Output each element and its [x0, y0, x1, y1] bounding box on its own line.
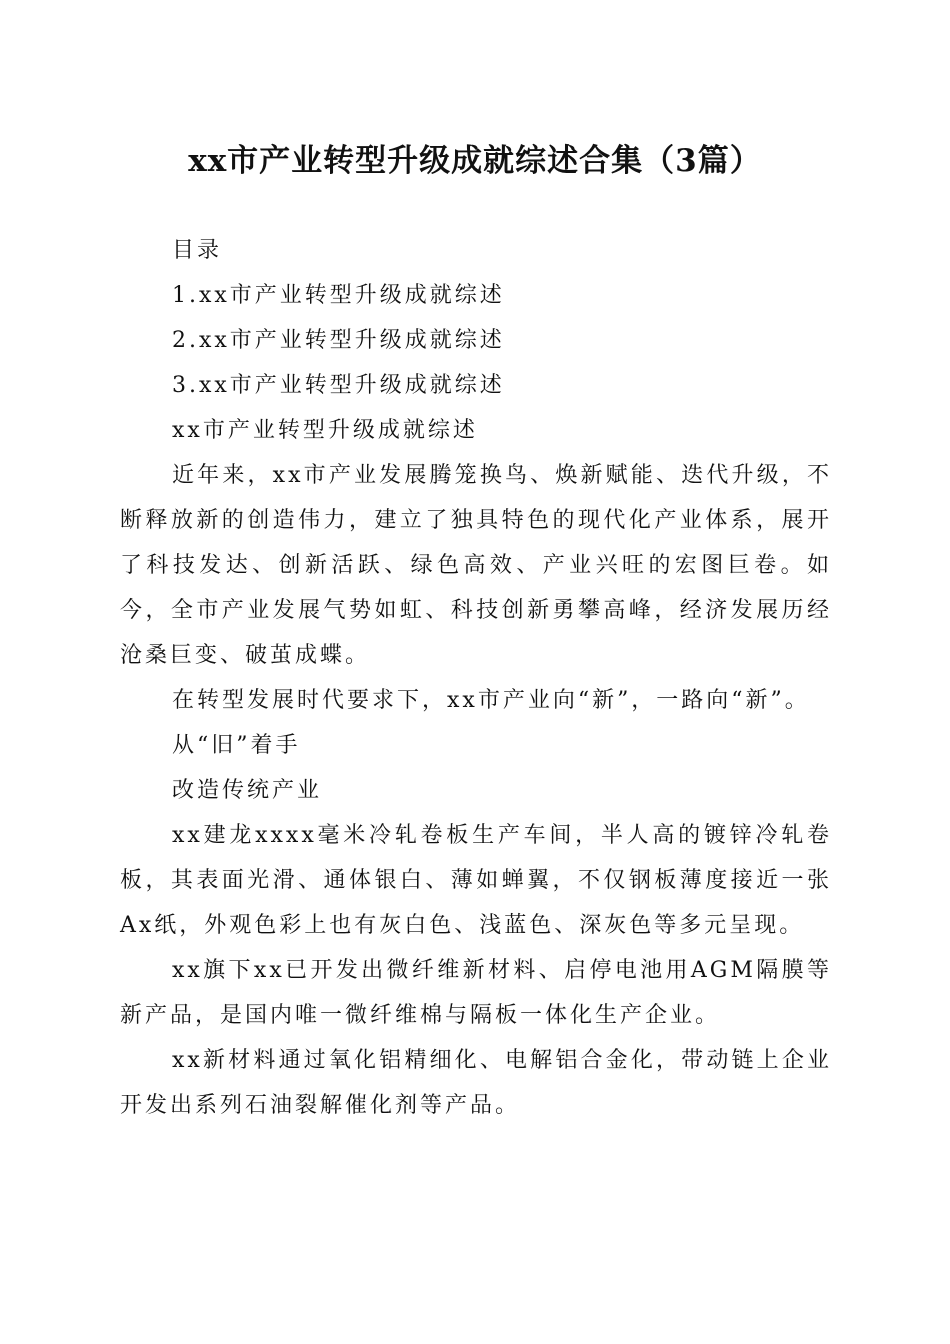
toc-item-2: 2.xx市产业转型升级成就综述: [172, 328, 505, 353]
toc-item-1: 1.xx市产业转型升级成就综述: [172, 283, 505, 308]
paragraph: xx旗下xx已开发出微纤维新材料、启停电池用AGM隔膜等新产品，是国内唯一微纤维棉与隔板一体化生产企业。: [120, 958, 832, 1028]
paragraph: xx建龙xxxx毫米冷轧卷板生产车间，半人高的镀锌冷轧卷板，其表面光滑、通体银白、薄如蝉翼，不仅钢板薄度接近一张Ax纸，外观色彩上也有灰白色、浅蓝色、深灰色等多元呈现。: [120, 823, 832, 938]
paragraph: 在转型发展时代要求下，xx市产业向“新”，一路向“新”。: [172, 688, 810, 713]
document-body: [120, 228, 832, 1128]
document-title: xx市产业转型升级成就综述合集（3篇）: [188, 143, 762, 179]
subheading: 改造传统产业: [172, 778, 323, 803]
paragraph: xx新材料通过氧化铝精细化、电解铝合金化，带动链上企业开发出系列石油裂解催化剂等产品。: [120, 1048, 832, 1118]
toc-item-3: 3.xx市产业转型升级成就综述: [172, 373, 505, 398]
toc-heading: 目录: [172, 238, 223, 263]
subheading: 从“旧”着手: [172, 733, 301, 758]
section-title: xx市产业转型升级成就综述: [172, 418, 478, 443]
paragraph: 近年来，xx市产业发展腾笼换鸟、焕新赋能、迭代升级，不断释放新的创造伟力，建立了独具特色的现代化产业体系，展开了科技发达、创新活跃、绿色高效、产业兴旺的宏图巨卷。如今，全市产业发展气势如虹、科技创新勇攀高峰，经济发展历经沧桑巨变、破茧成蝶。: [120, 463, 832, 668]
